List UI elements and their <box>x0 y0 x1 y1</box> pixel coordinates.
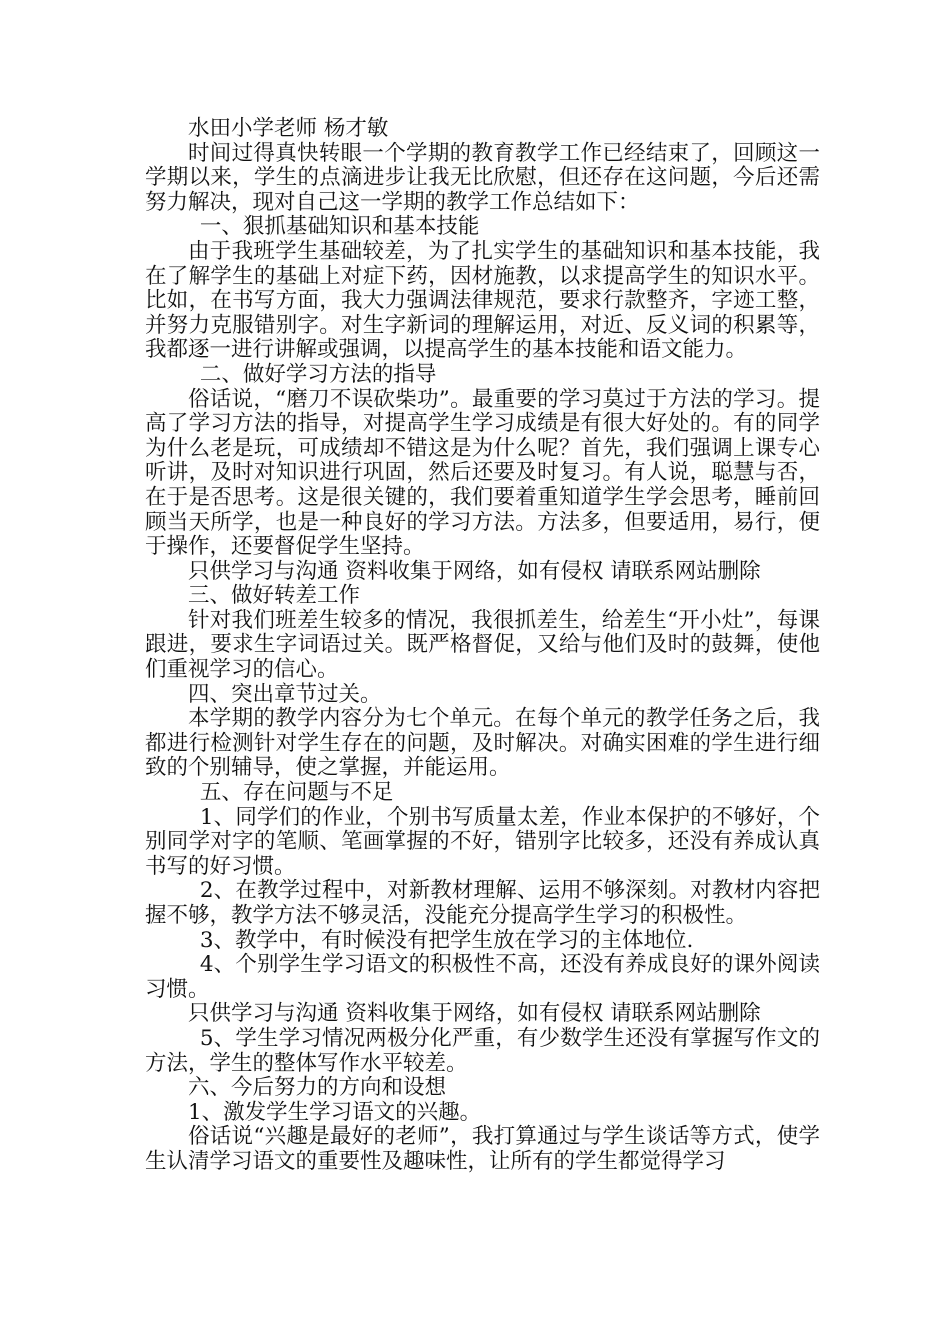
document-body <box>145 117 820 1175</box>
list-item: 5、学生学习情况两极分化严重，有少数学生还没有掌握写作文的方法，学生的整体写作水平较差。 <box>145 1025 820 1076</box>
list-item: 3、教学中，有时候没有把学生放在学习的主体地位. <box>199 927 694 953</box>
paragraph: 俗话说，“磨刀不误砍柴功”。最重要的学习莫过于方法的学习。提高了学习方法的指导，对提高学生学习成绩是有很大好处的。有的同学为什么老是玩，可成绩却不错这是为什么呢？首先，我们强调上课专心听讲，及时对知识进行巩固，然后还要及时复习。有人说，聪慧与否，在于是否思考。这是很关键的，我们要着重知道学生学会思考，睡前回顾当天所学，也是一种良好的学习方法。方法多，但要适用，易行，便于操作，还要督促学生坚持。 <box>145 386 820 560</box>
section-heading: 一、狠抓基础知识和基本技能 <box>199 214 480 240</box>
section-heading: 二、做好学习方法的指导 <box>199 361 437 387</box>
list-item: 2、在教学过程中，对新教材理解、运用不够深刻。对教材内容把握不够，教学方法不够灵活，没能充分提高学生学习的积极性。 <box>145 878 820 928</box>
section-heading: 四、突出章节过关。 <box>188 681 382 707</box>
author-line: 水田小学老师 杨才敏 <box>188 116 389 141</box>
list-item: 1、同学们的作业，个别书写质量太差，作业本保护的不够好，个别同学对字的笔顺、笔画掌握的不好，错别字比较多，还没有养成认真书写的好习惯。 <box>145 804 820 879</box>
section-heading: 五、存在问题与不足 <box>199 780 394 806</box>
paragraph: 本学期的教学内容分为七个单元。在每个单元的教学任务之后，我都进行检测针对学生存在的问题，及时解决。对确实困难的学生进行细致的个别辅导，使之掌握，并能运用。 <box>145 706 820 781</box>
copyright-notice: 只供学习与沟通 资料收集于网络，如有侵权 请联系网站删除 <box>188 1001 761 1027</box>
copyright-notice: 只供学习与沟通 资料收集于网络，如有侵权 请联系网站删除 <box>188 558 761 584</box>
paragraph: 由于我班学生基础较差，为了扎实学生的基础知识和基本技能，我在了解学生的基础上对症下药，因材施教，以求提高学生的知识水平。比如，在书写方面，我大力强调法律规范，要求行款整齐，字迹工整，并努力克服错别字。对生字新词的理解运用，对近、反义词的积累等，我都逐一进行讲解或强调，以提高学生的基本技能和语文能力。 <box>145 238 820 363</box>
section-heading: 三、做好转差工作 <box>188 583 361 609</box>
paragraph: 针对我们班差生较多的情况，我很抓差生，给差生“开小灶”，每课跟进，要求生字词语过关。既严格督促，又给与他们及时的鼓舞，使他们重视学习的信心。 <box>145 607 820 683</box>
list-item: 4、个别学生学习语文的积极性不高，还没有养成良好的课外阅读习惯。 <box>145 952 820 1002</box>
section-heading: 六、今后努力的方向和设想 <box>188 1075 447 1101</box>
paragraph: 时间过得真快转眼一个学期的教育教学工作已经结束了，回顾这一学期以来，学生的点滴进步让我无比欣慰，但还存在这问题，今后还需努力解决，现对自己这一学期的教学工作总结如下： <box>145 140 820 215</box>
list-item: 1、激发学生学习语文的兴趣。 <box>188 1099 482 1125</box>
paragraph: 俗话说“兴趣是最好的老师”，我打算通过与学生谈话等方式，使学生认清学习语文的重要性及趣味性，让所有的学生都觉得学习 <box>145 1124 820 1174</box>
